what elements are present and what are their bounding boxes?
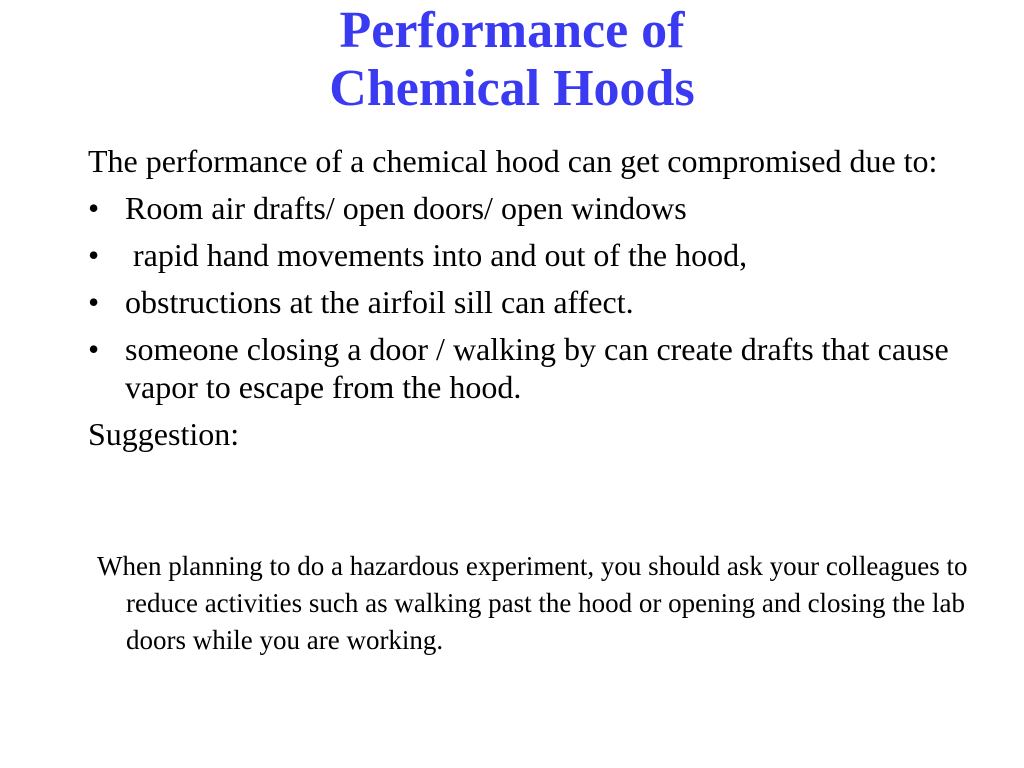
- slide-body: [88, 142, 998, 462]
- bullet-text: someone closing a door / walking by can create drafts that cause vapor to escape from the hood.: [125, 331, 949, 405]
- slide-title: [0, 2, 1024, 118]
- bullet-icon: •: [88, 237, 100, 273]
- intro-paragraph: The performance of a chemical hood can get compromised due to:: [88, 143, 938, 179]
- bullet-text: obstructions at the airfoil sill can affect.: [125, 284, 634, 320]
- bullet-text: Room air drafts/ open doors/ open windows: [125, 190, 687, 226]
- bullet-item: [88, 283, 998, 321]
- slide-title-line-1: Performance of: [339, 2, 685, 59]
- suggestion-label: Suggestion:: [88, 416, 240, 452]
- bullet-item: [88, 236, 998, 274]
- bullet-item: [88, 330, 998, 406]
- bullet-icon: •: [88, 331, 100, 367]
- bullet-item: [88, 189, 998, 227]
- bullet-icon: •: [88, 190, 100, 226]
- slide-title-line-2: Chemical Hoods: [329, 60, 695, 117]
- suggestion-text: When planning to do a hazardous experiment, you should ask your colleagues to reduce activities such as walking past the hood or opening and closing the lab doors while you are working.: [97, 551, 968, 655]
- bullet-text: rapid hand movements into and out of the hood,: [125, 237, 748, 273]
- bullet-icon: •: [88, 284, 100, 320]
